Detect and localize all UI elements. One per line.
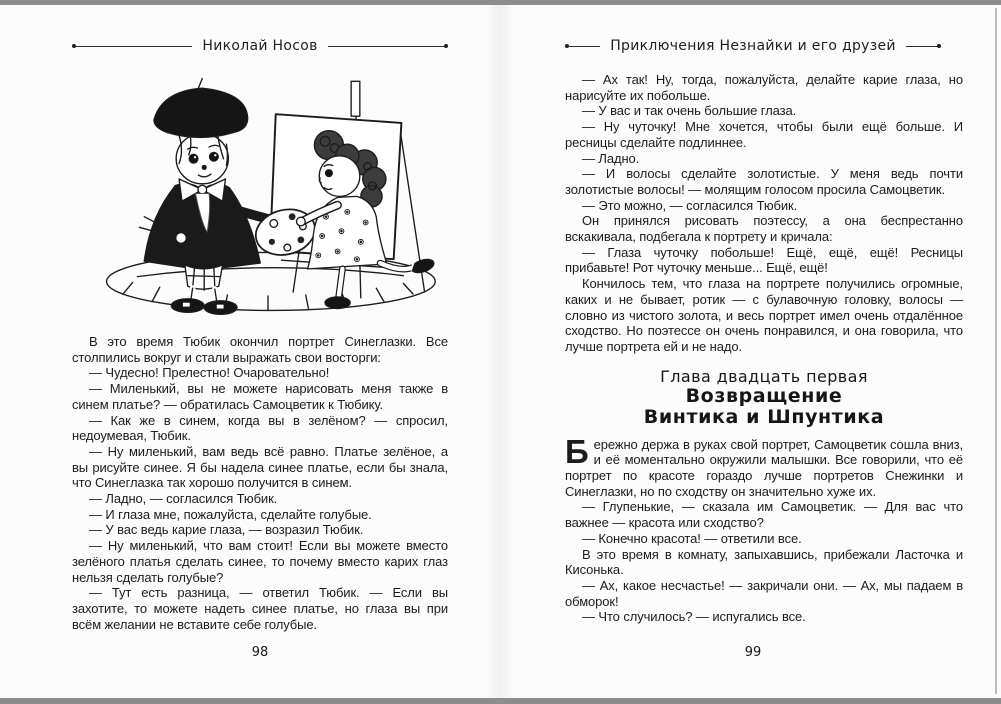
header-rule	[76, 46, 192, 47]
artist-tube	[139, 78, 267, 314]
right-page-content	[565, 72, 963, 625]
paragraph: — Глаза чуточку побольше! Ещё, ещё, ещё! Ресницы прибавьте! Рот чуточку меньше... Ещё, ещё!	[565, 244, 963, 276]
paragraph: — Чудесно! Прелестно! Очаровательно!	[89, 365, 330, 381]
paragraph: Возвращение	[685, 384, 843, 407]
header-rule	[906, 46, 937, 47]
paragraph: — Конечно красота! — ответили все.	[582, 530, 802, 546]
paragraph: — Ладно.	[582, 150, 640, 166]
header-rule	[569, 46, 600, 47]
paragraph: В это время Тюбик окончил портрет Синеглазки. Все столпились вокруг и стали выражать свои восторги:	[72, 334, 448, 365]
paragraph: Он принялся рисовать поэтессу, а она беспрестанно вскакивала, подбегала к портрету и кричала:	[565, 213, 963, 245]
paragraph: — Ладно, — согласился Тюбик.	[89, 491, 278, 507]
page-right	[565, 0, 963, 704]
chapter-title	[565, 386, 963, 428]
header-dot-icon	[444, 44, 448, 48]
header-rule	[328, 46, 444, 47]
illustration-svg	[94, 66, 442, 320]
left-page-text	[72, 334, 448, 632]
scan-edge-right	[995, 8, 997, 694]
running-head-author: Николай Носов	[202, 38, 318, 54]
lead-paragraph	[565, 432, 963, 500]
chapter-heading	[565, 368, 963, 428]
header-dot-icon	[937, 44, 941, 48]
paragraph: — Глупенькие, — сказала им Самоцветик. — Для вас что важнее — красота или сходство?	[565, 499, 963, 531]
drop-cap: Б	[565, 432, 589, 470]
running-head-book-title: Приключения Незнайки и его друзей	[610, 38, 896, 54]
paragraph: — Ну чуточку! Мне хочется, чтобы были ещё больше. И ресницы сделайте подлиннее.	[565, 119, 963, 150]
right-page-top-text	[565, 72, 963, 355]
running-head-right	[565, 38, 941, 54]
paragraph: — И глаза мне, пожалуйста, сделайте голубые.	[89, 506, 372, 522]
paragraph: — Ну миленький, что вам стоит! Если вы можете вместо зелёного платья сделать синее, то почему вместо карих глаз нельзя сделать голубые?	[72, 538, 448, 585]
paragraph: Кончилось тем, что глаза на портрете получились огромные, каких и не бывает, ротик — с булавочную головку, волосы — словно из чистого золота, и весь портрет имел очень отдалённое сходство. Но поэтессе он очень понравился, и она говорила, что лучше портрета ей и не надо.	[565, 276, 963, 354]
page-left	[72, 0, 448, 704]
page-number-right: 99	[744, 645, 762, 660]
chapter-kicker: Глава двадцать первая	[660, 366, 868, 386]
paragraph: — Ах так! Ну, тогда, пожалуйста, делайте карие глаза, но нарисуйте их побольше.	[565, 72, 963, 103]
paragraph: — Тут есть разница, — ответил Тюбик. — Если вы захотите, то можете надеть синее платье, но глаза вы при всём желании не вставите себе голубые.	[72, 585, 448, 632]
page-number-left: 98	[251, 645, 269, 660]
running-head-left	[72, 38, 448, 54]
paragraph: — Как же в синем, когда вы в зелёном? — спросил, недоумевая, Тюбик.	[72, 412, 448, 444]
lead-paragraph-text: ережно держа в руках свой портрет, Самоцветик сошла вниз, и её моментально окружили малышки. Все говорили, что её портрет по красоте гораздо лучше портретов Снежинки и Синеглазки, но по сходству он значительно хуже их.	[565, 436, 963, 499]
paragraph: — Миленький, вы не можете нарисовать меня также в синем платье? — обратилась Самоцветик к Тюбику.	[72, 381, 448, 412]
paragraph: — Что случилось? — испугались все.	[582, 609, 806, 625]
paragraph: — Ну миленький, вам ведь всё равно. Платье зелёное, а вы рисуйте синее. Я бы надела синее платье, если бы знала, что Синеглазка так хорошо получится в синем.	[72, 443, 448, 491]
paragraph: Винтика и Шпунтика	[643, 405, 885, 428]
illustration-tube-paints-portrait	[94, 66, 442, 320]
book-spine-shadow	[486, 5, 514, 698]
bottom-paragraphs	[565, 499, 963, 625]
paragraph: В это время в комнату, запыхавшись, прибежали Ласточка и Кисонька.	[565, 546, 963, 578]
paragraph: — Ах, какое несчастье! — закричали они. — Ах, мы падаем в обморок!	[565, 577, 963, 609]
paragraph: — У вас и так очень большие глаза.	[582, 103, 797, 119]
paragraph: — И волосы сделайте золотистые. У меня ведь почти золотистые волосы! — молящим голосом просила Самоцветик.	[565, 166, 963, 197]
paragraph: — Это можно, — согласился Тюбик.	[582, 197, 798, 213]
paragraph: — У вас ведь карие глаза, — возразил Тюбик.	[89, 522, 364, 538]
right-page-bottom-text	[565, 432, 963, 625]
